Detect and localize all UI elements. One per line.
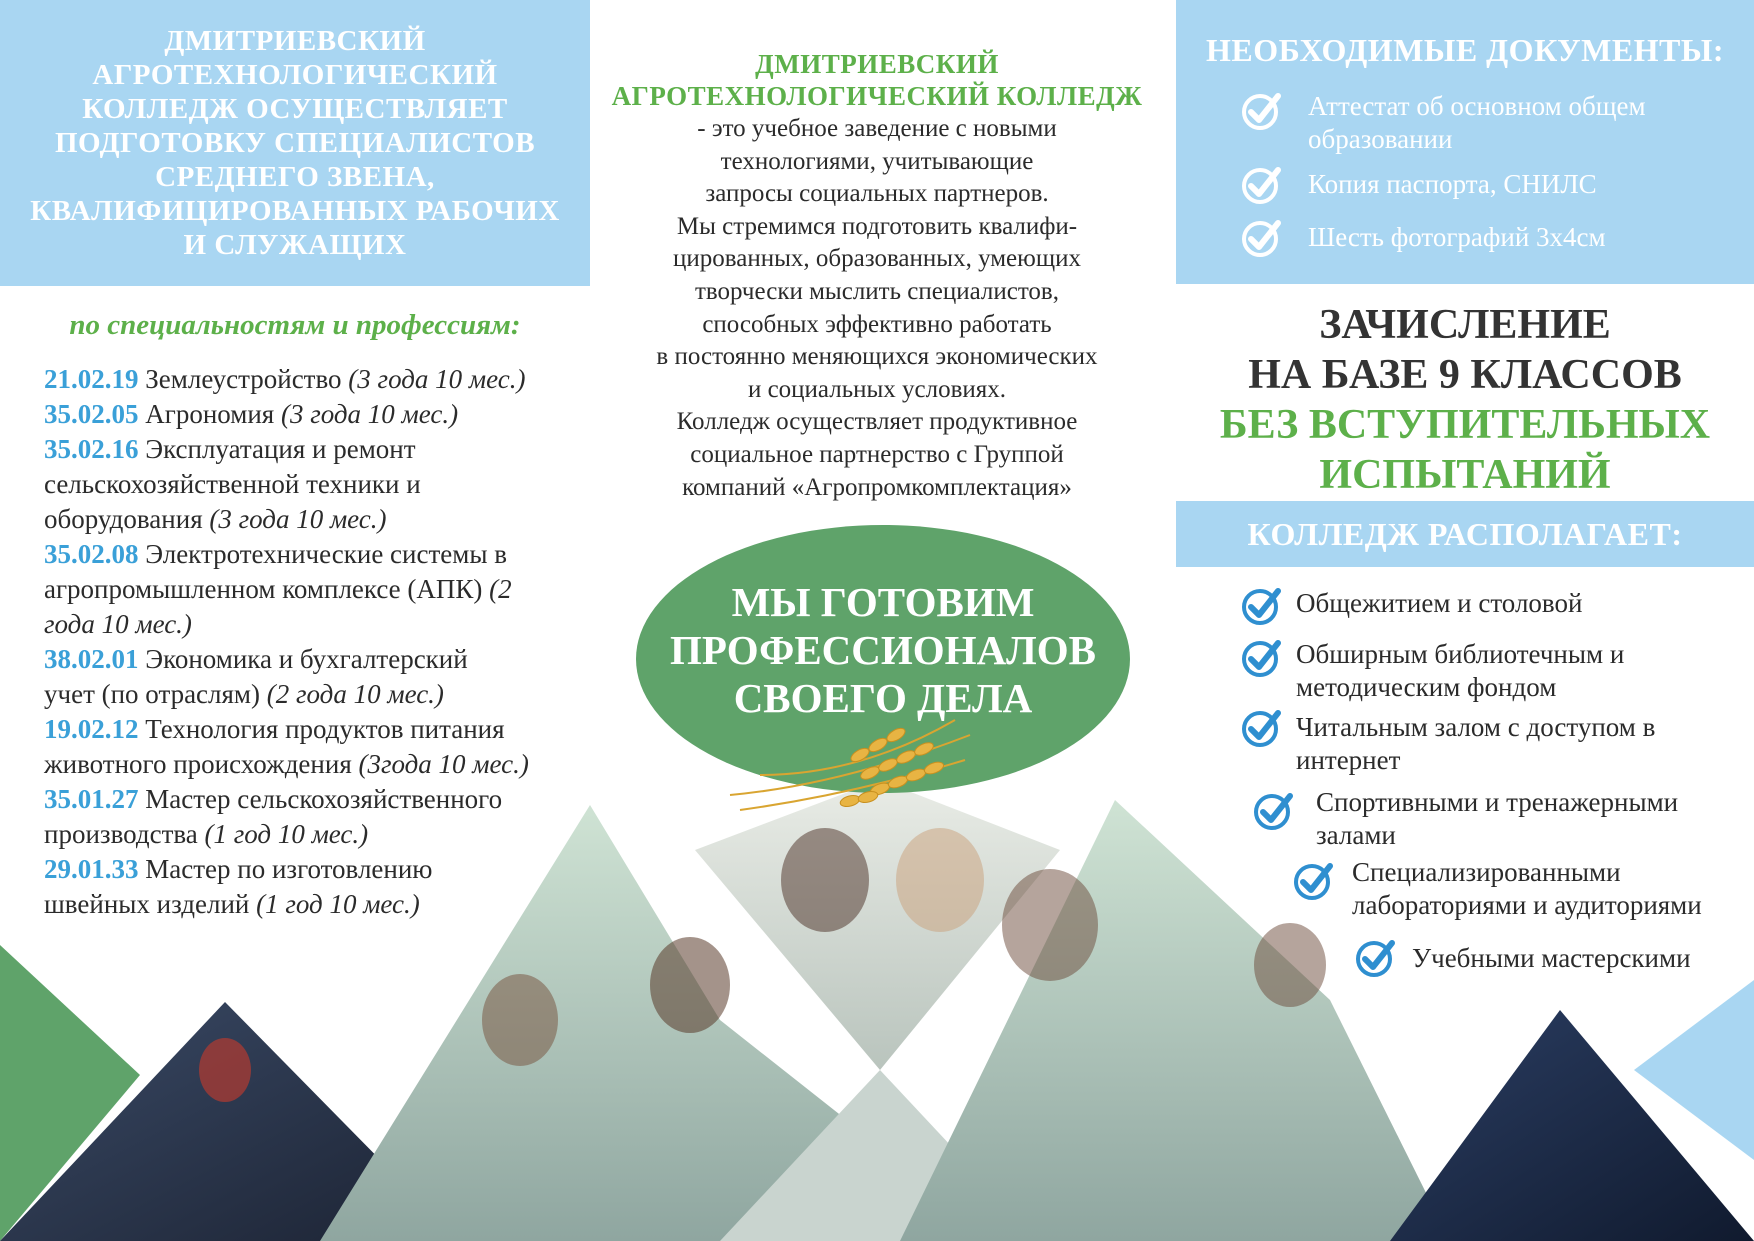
document-item: Копия паспорта, СНИЛС xyxy=(1308,169,1597,199)
specialty-duration: (3 года 10 мес.) xyxy=(280,399,459,429)
documents-title: НЕОБХОДИМЫЕ ДОКУМЕНТЫ: xyxy=(1206,32,1724,68)
check-icon xyxy=(1240,162,1284,206)
college-title xyxy=(590,48,1164,112)
list-item xyxy=(44,397,584,432)
slogan-line: МЫ ГОТОВИМ xyxy=(731,579,1035,625)
description-line: - это учебное заведение с новыми xyxy=(697,115,1057,142)
specialty-code: 35.01.27 xyxy=(44,784,139,814)
left-header-banner xyxy=(0,0,590,286)
description-line: Колледж осуществляет продуктивное xyxy=(676,408,1078,436)
specialty-code: 35.02.16 xyxy=(44,434,139,464)
list-item xyxy=(44,432,474,537)
specialty-code: 29.01.33 xyxy=(44,854,139,884)
specialty-duration: (2 года 10 мес.) xyxy=(266,679,444,709)
description-line: и социальных условиях. xyxy=(747,375,1007,403)
specialty-name: Эксплуатация и ремонт сельскохозяйственной техники и оборудования xyxy=(44,434,421,534)
check-icon xyxy=(1240,635,1284,679)
enrollment-line: ИСПЫТАНИЙ xyxy=(1319,452,1611,498)
description-line: запросы социальных партнеров. xyxy=(705,180,1049,208)
description-line: цированных, образованных, умеющих xyxy=(673,245,1081,273)
college-title-line1: ДМИТРИЕВСКИЙ xyxy=(755,49,999,79)
enrollment-line: БЕЗ ВСТУПИТЕЛЬНЫХ xyxy=(1219,402,1711,448)
facilities-title: КОЛЛЕДЖ РАСПОЛАГАЕТ: xyxy=(1176,501,1754,567)
list-item xyxy=(44,362,584,397)
specialty-name: Экономика и бухгалтерский учет (по отраслям) xyxy=(44,644,468,709)
specialties-list xyxy=(44,362,584,922)
check-icon xyxy=(1240,583,1284,627)
left-header-text: ДМИТРИЕВСКИЙ АГРОТЕХНОЛОГИЧЕСКИЙ КОЛЛЕДЖ ОСУЩЕСТВЛЯЕТ ПОДГОТОВКУ СПЕЦИАЛИСТОВ СРЕДНЕГО ЗВЕНА, КВАЛИФИЦИРОВАННЫХ РАБОЧИХ И СЛУЖАЩИХ xyxy=(30,25,560,261)
facility-item: Читальным залом с доступом в интернет xyxy=(1296,712,1656,775)
specialty-duration: (3 года 10 мес.) xyxy=(209,504,387,534)
specialty-code: 19.02.12 xyxy=(44,714,139,744)
description-line: технологиями, учитывающие xyxy=(720,147,1034,175)
description-line: социальное партнерство с Группой xyxy=(690,440,1064,468)
facility-item: Учебными мастерскими xyxy=(1412,943,1691,973)
specialty-duration: (3 года 10 мес.) xyxy=(348,364,526,394)
document-item: Аттестат об основном общем образовании xyxy=(1308,91,1646,154)
check-icon xyxy=(1240,215,1284,259)
college-title-line2: АГРОТЕХНОЛОГИЧЕСКИЙ КОЛЛЕДЖ xyxy=(611,81,1143,111)
enrollment-block xyxy=(1176,300,1754,500)
specialty-code: 38.02.01 xyxy=(44,644,139,674)
facility-item: Специализированными лабораториями и аудиториями xyxy=(1352,857,1702,920)
check-icon xyxy=(1292,858,1336,902)
specialty-duration: (1 год 10 мес.) xyxy=(256,889,420,919)
list-item xyxy=(44,537,554,642)
check-icon xyxy=(1252,788,1296,832)
specialty-code: 21.02.19 xyxy=(44,364,139,394)
check-icon xyxy=(1354,935,1398,979)
description-line: творчески мыслить специалистов, xyxy=(695,277,1059,305)
facility-item: Спортивными и тренажерными залами xyxy=(1316,787,1679,850)
facility-item: Обширным библиотечным и методическим фондом xyxy=(1296,639,1625,702)
list-item xyxy=(44,642,524,712)
specialty-name: Мастер сельскохозяйственного производства xyxy=(44,784,503,849)
slogan-line: ПРОФЕССИОНАЛОВ xyxy=(670,627,1096,673)
list-item xyxy=(44,712,584,782)
specialties-subtitle: по специальностям и профессиям: xyxy=(69,309,521,341)
description-line: способных эффективно работать xyxy=(702,310,1052,338)
specialty-code: 35.02.08 xyxy=(44,539,139,569)
description-line: компаний «Агропромкомплектация» xyxy=(682,473,1072,501)
enrollment-line: ЗАЧИСЛЕНИЕ xyxy=(1319,302,1611,348)
specialty-name: Электротехнические системы в агропромышленном комплексе (АПК) xyxy=(44,539,507,604)
check-icon xyxy=(1240,705,1284,749)
wheat-icon xyxy=(720,715,980,825)
specialty-name: Землеустройство xyxy=(145,364,342,394)
specialty-duration: (3года 10 мес.) xyxy=(358,749,529,779)
specialty-code: 35.02.05 xyxy=(44,399,139,429)
specialty-name: Мастер по изготовлению швейных изделий xyxy=(44,854,433,919)
specialty-duration: (2 года 10 мес.) xyxy=(44,574,512,639)
check-icon xyxy=(1240,88,1284,132)
document-item: Шесть фотографий 3х4см xyxy=(1308,222,1606,252)
specialty-name: Агрономия xyxy=(145,399,275,429)
description-line: в постоянно меняющихся экономических xyxy=(656,343,1098,371)
slogan-line: СВОЕГО ДЕЛА xyxy=(733,675,1033,721)
college-description xyxy=(610,113,1144,504)
specialty-name: Технология продуктов питания животного происхождения xyxy=(44,714,505,779)
facility-item: Общежитием и столовой xyxy=(1296,588,1583,618)
list-item xyxy=(44,782,564,852)
enrollment-line: НА БАЗЕ 9 КЛАССОВ xyxy=(1248,352,1682,398)
description-line: Мы стремимся подготовить квалифи- xyxy=(676,212,1078,240)
specialty-duration: (1 год 10 мес.) xyxy=(204,819,369,849)
slogan-text xyxy=(636,578,1130,722)
list-item xyxy=(44,852,504,922)
